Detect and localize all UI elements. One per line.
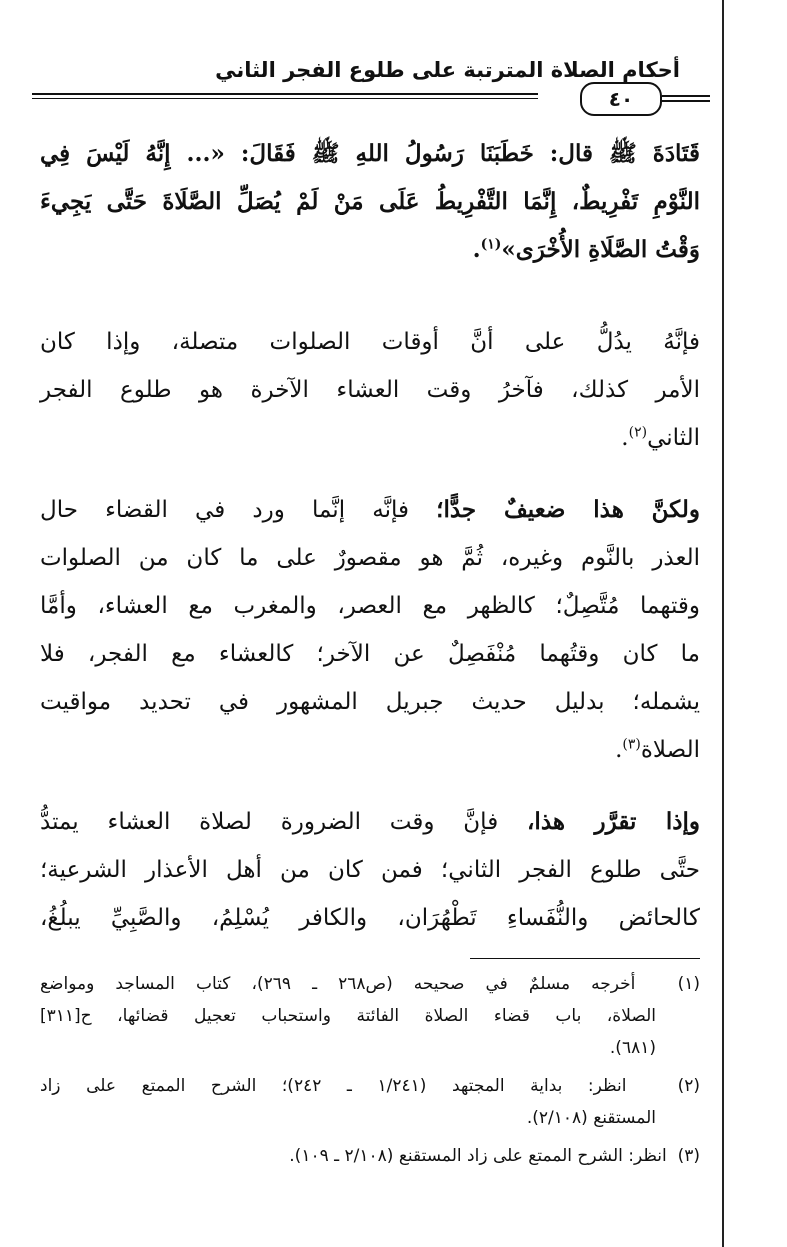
- page-header: [32, 58, 680, 118]
- text-line: حتَّى طلوع الفجر الثاني؛ فمن كان من أهل الأعذار الشرعية؛: [40, 857, 700, 883]
- text-line: ما كان وقتُهما مُنْفَصِلٌ عن الآخر؛ كالعشاء مع الفجر، فلا: [40, 641, 700, 667]
- footnote-line: [40, 1070, 700, 1102]
- text-line: الثاني$^{(٢)}$.: [621, 424, 700, 451]
- paragraph-lead: وإذا تقرَّر هذا،: [527, 808, 700, 835]
- text-line: [40, 486, 700, 534]
- footnote-line: [40, 968, 700, 1000]
- footnote-ref: (٣): [622, 736, 641, 753]
- text-line: وَقْتُ الصَّلَاةِ الأُخْرَى»$^{(١)}$.: [472, 236, 700, 263]
- footnotes: [40, 968, 700, 1172]
- text-line: كالحائض والنُّفَساءِ تَطْهُرَان، والكافر يُسْلِمُ، والصَّبِيِّ يبلُغُ،: [40, 905, 700, 931]
- footnote-line: المستقنع (٢/١٠٨).: [526, 1108, 656, 1128]
- text-line-content: فإنَّ وقت الضرورة لصلاة العشاء يمتدُّ: [40, 809, 499, 835]
- text-line: الصلاة$^{(٣)}$.: [615, 736, 700, 763]
- header-tail-rule-2: [662, 100, 710, 102]
- footnote-separator: [470, 958, 700, 959]
- text-line: قَتَادَةَ ﷺ قال: خَطَبَنَا رَسُولُ اللهِ ﷺ فَقَالَ: «... إِنَّهُ لَيْسَ فِي: [40, 140, 700, 167]
- footnote-line: (٦٨١).: [609, 1038, 656, 1058]
- text-line-content: الثاني: [647, 425, 700, 451]
- footnote-number: (٣): [677, 1146, 700, 1166]
- footnote-2: [40, 1070, 700, 1134]
- paragraph-lead: ولكنَّ هذا ضعيفٌ جدًّا؛: [436, 496, 701, 523]
- footnote-text: انظر: بداية المجتهد (١/٢٤١ ـ ٢٤٢)؛ الشرح الممتع على زاد: [40, 1076, 627, 1096]
- header-rule-thin: [32, 98, 538, 99]
- footnote-line: الصلاة، باب قضاء الصلاة الفائتة واستحباب تعجيل قضائها، ح[٣١١]: [40, 1006, 656, 1026]
- text-line: النَّوْمِ تَفْرِيطٌ، إِنَّمَا التَّفْرِيطُ عَلَى مَنْ لَمْ يُصَلِّ الصَّلَاةَ حَتَّى يَجِيءَ: [40, 188, 700, 215]
- footnote-number: (٢): [677, 1076, 701, 1096]
- header-rule: [32, 93, 538, 95]
- text-line: وقتهما مُتَّصِلٌ؛ كالظهر مع العصر، والمغرب مع العشاء، وأمَّا: [40, 593, 700, 619]
- page-edge-rule: [722, 0, 724, 1247]
- paragraph-conclusion: [40, 798, 700, 942]
- footnote-1: [40, 968, 700, 1064]
- footnote-ref: (١): [480, 236, 502, 253]
- footnote-text: أخرجه مسلمٌ في صحيحه (ص٢٦٨ ـ ٢٦٩)، كتاب المساجد ومواضع: [40, 974, 636, 994]
- footnote-line: [40, 1140, 700, 1172]
- paragraph-connection: [40, 318, 700, 462]
- text-line: فإنَّهُ يدُلُّ على أنَّ أوقات الصلوات متصلة، وإذا كان: [40, 329, 700, 355]
- paragraph-hadith: [40, 130, 700, 274]
- paragraph-weakness: [40, 486, 700, 774]
- text-line: [40, 798, 700, 846]
- footnote-text: انظر: الشرح الممتع على زاد المستقنع (٢/١٠٨ ـ ١٠٩).: [289, 1146, 667, 1166]
- text-line: الأمر كذلك، فآخرُ وقت العشاء الآخرة هو طلوع الفجر: [40, 377, 700, 403]
- footnote-number: (١): [677, 974, 700, 994]
- text-line: يشمله؛ بدليل حديث جبريل المشهور في تحديد مواقيت: [40, 689, 700, 715]
- text-line: العذر بالنَّوم وغيره، ثُمَّ هو مقصورٌ على ما كان من الصلوات: [40, 545, 700, 571]
- text-line-content: وَقْتُ الصَّلَاةِ الأُخْرَى»: [501, 236, 700, 263]
- footnote-ref: (٢): [628, 424, 648, 441]
- header-tail-rule: [662, 95, 710, 97]
- page-number: ٤٠: [580, 82, 662, 116]
- text-line-content: فإنَّه إنَّما ورد في القضاء حال: [40, 497, 409, 523]
- footnote-3: [40, 1140, 700, 1172]
- text-line-content: الصلاة: [640, 737, 700, 763]
- running-title: أحكام الصلاة المترتبة على طلوع الفجر الثاني: [215, 58, 680, 82]
